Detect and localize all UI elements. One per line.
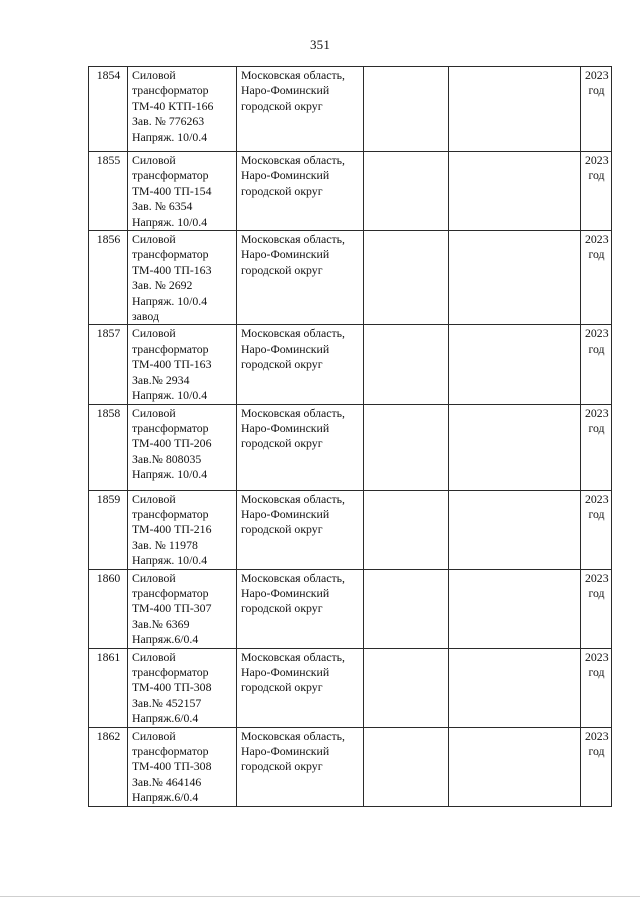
description-line: ТМ-400 ТП-163	[132, 357, 212, 372]
year-line: 2023	[585, 232, 609, 247]
cell-location	[237, 231, 364, 325]
cell-year	[581, 67, 612, 152]
location-line: Московская область,	[241, 649, 346, 664]
cell-year	[581, 490, 612, 569]
cell-location	[237, 648, 364, 727]
cell-location	[237, 152, 364, 231]
description-line: Силовой	[132, 570, 176, 585]
cell-item-number: 1854	[89, 67, 128, 152]
description-line: трансформатор	[132, 664, 209, 679]
description-line: Напряж. 10/0.4	[132, 214, 208, 229]
description-line: Зав. № 2692	[132, 278, 193, 293]
year-line: год	[588, 247, 605, 262]
location-line: Наро-Фоминский	[241, 341, 330, 356]
cell-empty-col5	[449, 152, 581, 231]
description-line: Напряж. 10/0.4	[132, 388, 208, 403]
location-line: городской округ	[241, 601, 323, 616]
location-line: городской округ	[241, 183, 323, 198]
description-line: ТМ-400 ТП-163	[132, 262, 212, 277]
description-line: трансформатор	[132, 744, 209, 758]
cell-location	[237, 67, 364, 152]
description-line: Напряж. 10/0.4	[132, 553, 208, 568]
year-line: 2023	[585, 405, 609, 420]
cell-year	[581, 648, 612, 727]
cell-item-number: 1857	[89, 325, 128, 404]
description-line: Зав.№ 808035	[132, 451, 202, 466]
description-line: Напряж.6/0.4	[132, 711, 199, 726]
description-line: Зав. № 11978	[132, 537, 198, 552]
cell-item-number: 1861	[89, 648, 128, 727]
cell-equipment-description	[128, 152, 237, 231]
cell-empty-col4	[364, 231, 449, 325]
description-line: Напряж.6/0.4	[132, 632, 199, 647]
description-line: Зав. № 776263	[132, 114, 205, 129]
description-line: ТМ-400 ТП-308	[132, 680, 212, 695]
description-line: трансформатор	[132, 506, 209, 521]
description-line: Силовой	[132, 649, 176, 664]
year-line: 2023	[585, 728, 609, 743]
location-line: городской округ	[241, 357, 323, 372]
table-row	[89, 404, 612, 490]
cell-empty-col4	[364, 648, 449, 727]
location-line: Московская область,	[241, 232, 346, 247]
description-line: ТМ-40 КТП-166	[132, 98, 214, 113]
year-line: 2023	[585, 491, 609, 506]
cell-item-number: 1858	[89, 404, 128, 490]
description-line: завод	[132, 309, 159, 324]
location-line: Наро-Фоминский	[241, 585, 330, 600]
description-line: Напряж. 10/0.4	[132, 467, 208, 482]
location-line: Наро-Фоминский	[241, 247, 330, 262]
cell-item-number: 1860	[89, 569, 128, 648]
description-line: трансформатор	[132, 247, 209, 262]
description-line: Напряж. 10/0.4	[132, 293, 208, 308]
location-line: Наро-Фоминский	[241, 664, 330, 679]
year-line: год	[588, 341, 605, 356]
location-line: Наро-Фоминский	[241, 744, 330, 758]
cell-equipment-description	[128, 404, 237, 490]
year-line: 2023	[585, 649, 609, 664]
description-line: Зав.№ 6369	[132, 616, 190, 631]
cell-year	[581, 231, 612, 325]
location-line: Московская область,	[241, 326, 346, 341]
cell-equipment-description	[128, 569, 237, 648]
cell-empty-col5	[449, 727, 581, 806]
cell-equipment-description	[128, 648, 237, 727]
cell-empty-col5	[449, 569, 581, 648]
location-line: Московская область,	[241, 570, 346, 585]
cell-equipment-description	[128, 231, 237, 325]
year-line: год	[588, 168, 605, 183]
year-line: год	[588, 585, 605, 600]
description-line: Силовой	[132, 491, 176, 506]
cell-location	[237, 404, 364, 490]
table-row	[89, 569, 612, 648]
year-line: 2023	[585, 153, 609, 167]
scan-edge-line	[0, 896, 640, 900]
location-line: Наро-Фоминский	[241, 83, 330, 98]
location-line: Наро-Фоминский	[241, 506, 330, 521]
cell-year	[581, 569, 612, 648]
description-line: ТМ-400 ТП-308	[132, 759, 212, 774]
table-row	[89, 490, 612, 569]
description-line: Силовой	[132, 153, 176, 167]
cell-location	[237, 325, 364, 404]
cell-empty-col5	[449, 490, 581, 569]
description-line: трансформатор	[132, 585, 209, 600]
page-number: 351	[309, 37, 331, 52]
cell-location	[237, 569, 364, 648]
description-line: Силовой	[132, 68, 176, 82]
location-line: городской округ	[241, 680, 323, 695]
cell-empty-col4	[364, 490, 449, 569]
cell-item-number: 1859	[89, 490, 128, 569]
location-line: Наро-Фоминский	[241, 420, 330, 435]
cell-item-number: 1862	[89, 727, 128, 806]
year-line: 2023	[585, 326, 609, 341]
description-line: Силовой	[132, 326, 176, 341]
description-line: Зав.№ 452157	[132, 695, 202, 710]
description-line: ТМ-400 ТП-154	[132, 183, 212, 198]
description-line: трансформатор	[132, 420, 209, 435]
cell-empty-col4	[364, 569, 449, 648]
description-line: Силовой	[132, 728, 176, 743]
description-line: Зав.№ 464146	[132, 774, 202, 789]
cell-item-number: 1856	[89, 231, 128, 325]
location-line: Московская область,	[241, 68, 346, 82]
cell-year	[581, 325, 612, 404]
description-line: Силовой	[132, 232, 176, 247]
cell-empty-col5	[449, 231, 581, 325]
description-line: Силовой	[132, 405, 176, 420]
description-line: Напряж. 10/0.4	[132, 129, 208, 144]
table-row	[89, 152, 612, 231]
description-line: ТМ-400 ТП-216	[132, 522, 212, 537]
registry-table	[88, 66, 612, 807]
table-row	[89, 648, 612, 727]
location-line: Московская область,	[241, 405, 346, 420]
description-line: Зав. № 6354	[132, 199, 193, 214]
year-line: год	[588, 83, 605, 98]
year-line: год	[588, 506, 605, 521]
cell-empty-col4	[364, 727, 449, 806]
description-line: трансформатор	[132, 168, 209, 183]
cell-year	[581, 727, 612, 806]
location-line: Наро-Фоминский	[241, 168, 330, 183]
cell-empty-col4	[364, 152, 449, 231]
cell-empty-col5	[449, 325, 581, 404]
location-line: Московская область,	[241, 728, 346, 743]
table-row	[89, 67, 612, 152]
cell-empty-col4	[364, 67, 449, 152]
location-line: городской округ	[241, 759, 323, 774]
location-line: городской округ	[241, 262, 323, 277]
cell-equipment-description	[128, 490, 237, 569]
cell-equipment-description	[128, 727, 237, 806]
description-line: Напряж.6/0.4	[132, 790, 199, 805]
table-row	[89, 325, 612, 404]
cell-empty-col5	[449, 404, 581, 490]
location-line: городской округ	[241, 522, 323, 537]
cell-empty-col5	[449, 67, 581, 152]
location-line: Московская область,	[241, 153, 346, 167]
cell-location	[237, 490, 364, 569]
cell-equipment-description	[128, 67, 237, 152]
location-line: городской округ	[241, 98, 323, 113]
location-line: Московская область,	[241, 491, 346, 506]
cell-empty-col5	[449, 648, 581, 727]
cell-empty-col4	[364, 404, 449, 490]
year-line: 2023	[585, 570, 609, 585]
year-line: год	[588, 420, 605, 435]
cell-year	[581, 152, 612, 231]
year-line: год	[588, 744, 605, 758]
cell-empty-col4	[364, 325, 449, 404]
description-line: ТМ-400 ТП-307	[132, 601, 212, 616]
cell-equipment-description	[128, 325, 237, 404]
table-row	[89, 727, 612, 806]
year-line: год	[588, 664, 605, 679]
year-line: 2023	[585, 68, 609, 82]
cell-location	[237, 727, 364, 806]
description-line: трансформатор	[132, 83, 209, 98]
table-row	[89, 231, 612, 325]
description-line: Зав.№ 2934	[132, 372, 190, 387]
description-line: ТМ-400 ТП-206	[132, 436, 212, 451]
description-line: трансформатор	[132, 341, 209, 356]
location-line: городской округ	[241, 436, 323, 451]
cell-year	[581, 404, 612, 490]
cell-item-number: 1855	[89, 152, 128, 231]
